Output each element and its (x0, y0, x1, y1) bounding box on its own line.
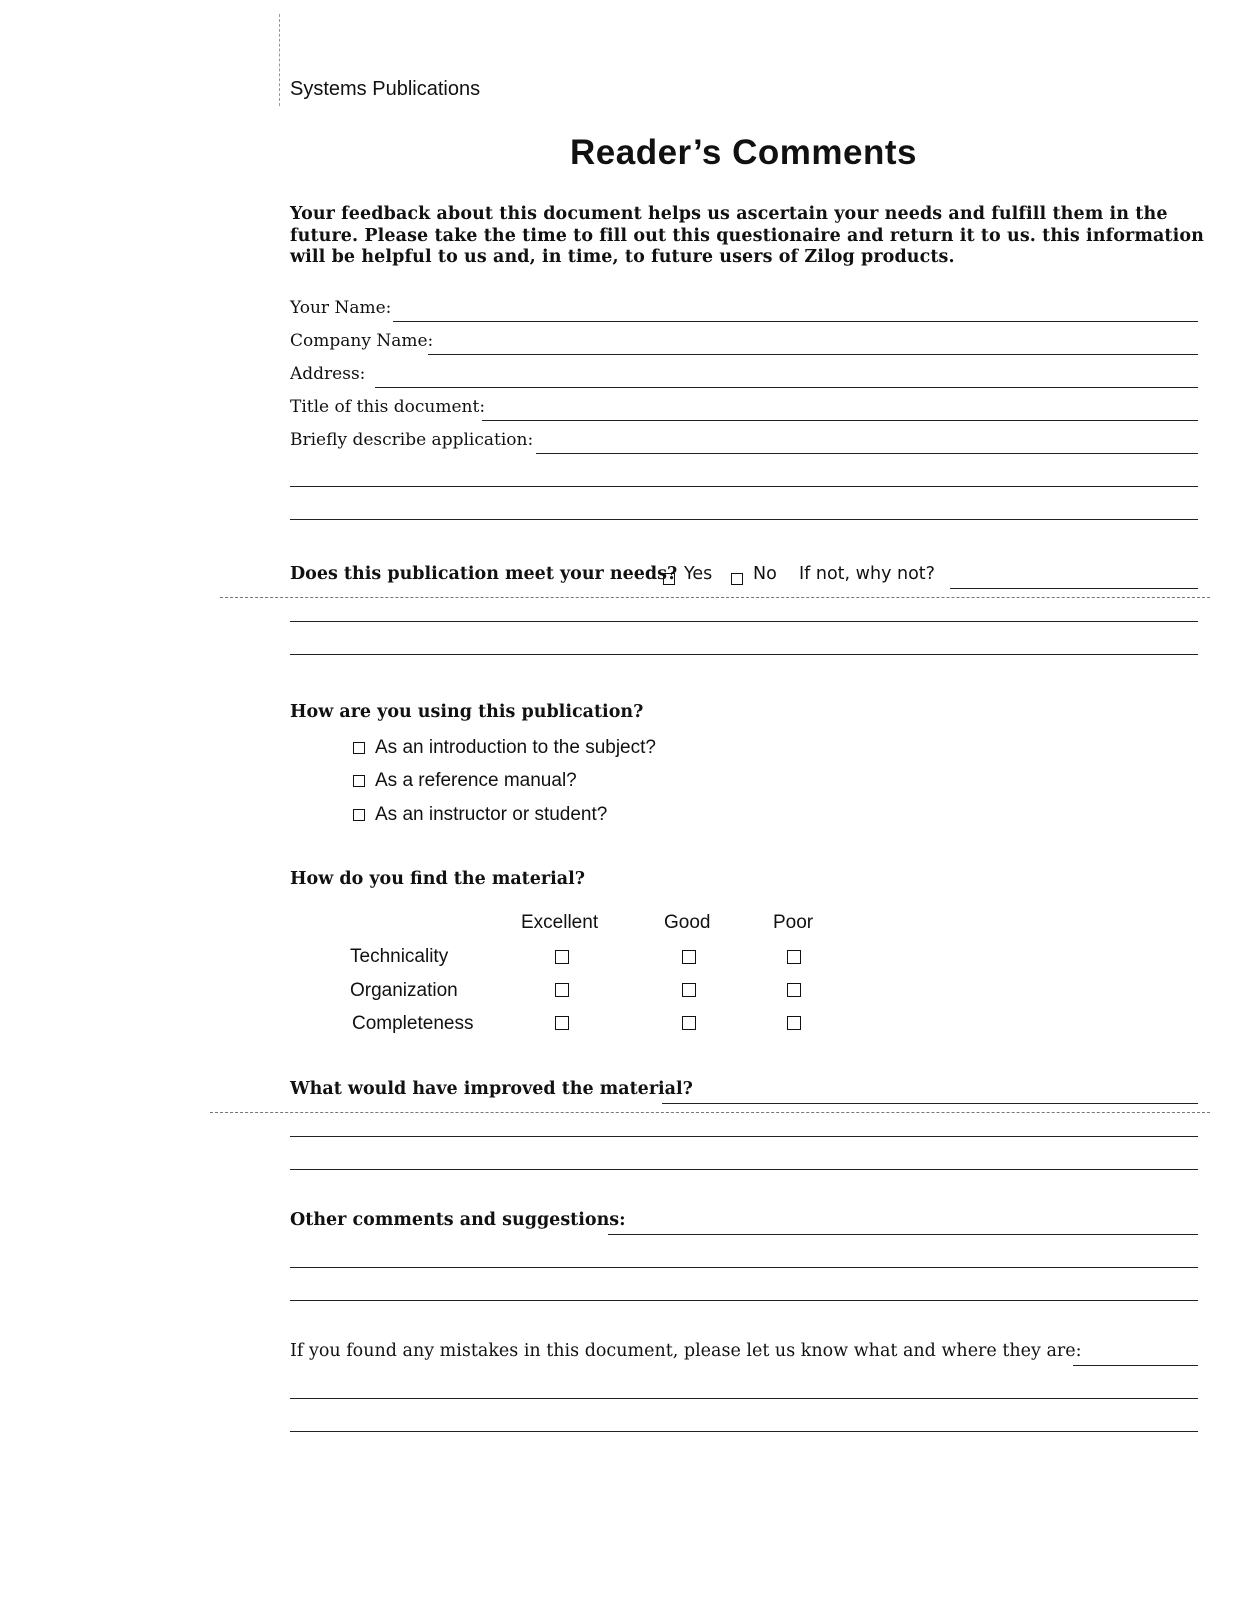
doc-title-label: Title of this document: (290, 397, 486, 417)
yes-label: Yes (684, 564, 713, 584)
reference-label: As a reference manual? (375, 770, 577, 791)
introduction-checkbox[interactable] (353, 742, 365, 754)
why-not-field[interactable] (950, 588, 1198, 589)
column-good: Good (664, 912, 711, 933)
page-title: Reader’s Comments (570, 133, 917, 172)
organization-poor-checkbox[interactable] (787, 983, 801, 997)
yes-checkbox[interactable] (663, 573, 675, 585)
row-completeness: Completeness (352, 1013, 474, 1034)
technicality-excellent-checkbox[interactable] (555, 950, 569, 964)
application-field[interactable] (536, 453, 1198, 454)
company-label: Company Name: (290, 331, 434, 351)
why-not-label: If not, why not? (799, 564, 935, 584)
fold-line-2 (210, 1112, 1210, 1113)
improve-field[interactable] (662, 1103, 1198, 1104)
introduction-label: As an introduction to the subject? (375, 737, 656, 758)
usage-question: How are you using this publication? (290, 702, 644, 722)
column-excellent: Excellent (521, 912, 599, 933)
name-label: Your Name: (290, 298, 392, 318)
name-field[interactable] (393, 321, 1198, 322)
usage-option-reference[interactable] (353, 770, 577, 792)
mistakes-question: If you found any mistakes in this document, please let us know what and where they are: (290, 1341, 1082, 1361)
why-not-field-line-2[interactable] (290, 621, 1198, 622)
completeness-poor-checkbox[interactable] (787, 1016, 801, 1030)
company-field[interactable] (428, 354, 1198, 355)
application-field-line-3[interactable] (290, 519, 1198, 520)
instructor-label: As an instructor or student? (375, 804, 608, 825)
application-label: Briefly describe application: (290, 430, 534, 450)
intro-paragraph: Your feedback about this document helps us ascertain your needs and fulfill them in the future. Please take the time to fill out this questionaire and return it to us. this information will be helpful to us and, in time, to future users of Zilog products. (290, 204, 1204, 267)
other-field-line-2[interactable] (290, 1267, 1198, 1268)
material-question: How do you find the material? (290, 869, 586, 889)
other-field[interactable] (608, 1234, 1198, 1235)
instructor-checkbox[interactable] (353, 809, 365, 821)
margin-rule (279, 14, 280, 106)
improve-question: What would have improved the material? (290, 1079, 693, 1099)
improve-field-line-2[interactable] (290, 1136, 1198, 1137)
address-field[interactable] (375, 387, 1198, 388)
technicality-poor-checkbox[interactable] (787, 950, 801, 964)
address-label: Address: (290, 364, 366, 384)
completeness-good-checkbox[interactable] (682, 1016, 696, 1030)
needs-question: Does this publication meet your needs? (290, 564, 678, 584)
department-label: Systems Publications (290, 78, 481, 100)
fold-line (220, 597, 1210, 598)
mistakes-field-line-3[interactable] (290, 1431, 1198, 1432)
row-technicality: Technicality (350, 946, 449, 967)
usage-option-introduction[interactable] (353, 737, 656, 759)
organization-good-checkbox[interactable] (682, 983, 696, 997)
application-field-line-2[interactable] (290, 486, 1198, 487)
usage-option-instructor[interactable] (353, 804, 607, 826)
doc-title-field[interactable] (482, 420, 1198, 421)
column-poor: Poor (773, 912, 814, 933)
why-not-field-line-3[interactable] (290, 654, 1198, 655)
other-question: Other comments and suggestions: (290, 1210, 626, 1230)
completeness-excellent-checkbox[interactable] (555, 1016, 569, 1030)
organization-excellent-checkbox[interactable] (555, 983, 569, 997)
mistakes-field-line-2[interactable] (290, 1398, 1198, 1399)
row-organization: Organization (350, 980, 458, 1001)
technicality-good-checkbox[interactable] (682, 950, 696, 964)
reference-checkbox[interactable] (353, 775, 365, 787)
no-checkbox[interactable] (731, 573, 743, 585)
mistakes-field[interactable] (1073, 1365, 1198, 1366)
improve-field-line-3[interactable] (290, 1169, 1198, 1170)
other-field-line-3[interactable] (290, 1300, 1198, 1301)
no-label: No (753, 564, 777, 584)
